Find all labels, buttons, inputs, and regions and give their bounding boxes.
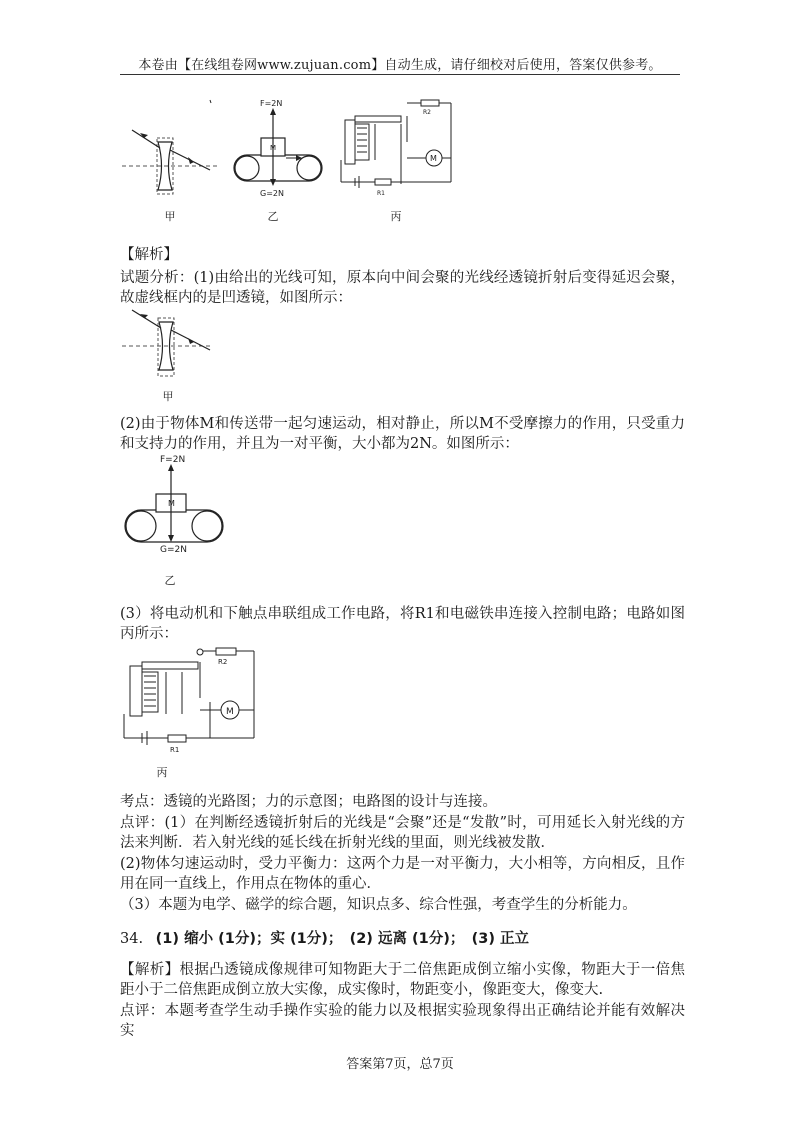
- page-header: 本卷由【在线组卷网www.zujuan.com】自动生成，请仔细校对后使用，答案仅供参考。: [138, 58, 662, 73]
- analysis-1: 试题分析：(1)由给出的光线可知，原本向中间会聚的光线经透镜折射后变得延迟会聚，故虚线框内的是凹透镜，如图所示：: [120, 270, 685, 306]
- analysis-2: (2)由于物体M和传送带一起匀速运动，相对静止，所以M不受摩擦力的作用，只受重力和支持力的作用，并且为一对平衡，大小都为2N。如图所示：: [120, 416, 685, 452]
- fig3-r2-label: R2: [218, 658, 228, 666]
- analysis-3: (3）将电动机和下触点串联组成工作电路，将R1和电磁铁串连接入控制电路；电路如图丙所示：: [120, 606, 685, 642]
- fig3-motor-label: M: [226, 707, 234, 717]
- top-figure-bing: [335, 94, 465, 204]
- yi-block-label: M: [270, 144, 277, 152]
- yi-force-up: F=2N: [260, 99, 283, 108]
- yi-force-down: G=2N: [260, 189, 284, 198]
- dianping-34: 点评：本题考查学生动手操作实验的能力以及根据实验现象得出正确结论并能有效解决实: [120, 1003, 685, 1039]
- header-rule: [120, 74, 680, 75]
- fig2-force-down: G=2N: [160, 545, 187, 555]
- figure-1-caption: 甲: [162, 390, 174, 403]
- dianping-1: 点评：(1）在判断经透镜折射后的光线是“会聚”还是“发散”时，可用延长入射光线的方法来判断．若入射光线的延长线在折射光线的里面，则光线被发散．: [120, 815, 685, 851]
- question-34-answer: [120, 929, 685, 949]
- page-footer: 答案第7页，总7页: [346, 1057, 454, 1072]
- kaodian: 考点：透镜的光路图；力的示意图；电路图的设计与连接。: [120, 794, 497, 810]
- top-figure-yi: [228, 98, 328, 218]
- caption-jia: 甲: [164, 210, 176, 223]
- bing-motor-label: M: [430, 154, 437, 163]
- question-34-number: 34.: [120, 931, 144, 947]
- figure-3-circuit: [120, 642, 265, 754]
- figure-1-concave-lens: [120, 304, 215, 384]
- figure-2-caption: 乙: [164, 574, 176, 587]
- question-34-answer-text: (1) 缩小 (1分)；实 (1分)； (2) 远离 (1分)； (3) 正立: [155, 931, 530, 947]
- fig2-force-up: F=2N: [160, 455, 186, 465]
- figure-2-conveyor: [120, 452, 230, 562]
- bing-r1-label: R1: [377, 190, 385, 197]
- dianping-3: （3）本题为电学、磁学的综合题，知识点多、综合性强，考查学生的分析能力。: [120, 897, 637, 913]
- jiexi-heading: 【解析】: [120, 247, 178, 263]
- fig3-r1-label: R1: [170, 746, 180, 754]
- caption-bing: 丙: [390, 210, 402, 223]
- caption-yi: 乙: [267, 210, 279, 223]
- fig2-block-label: M: [168, 499, 175, 508]
- top-figure-jia: [120, 98, 220, 218]
- figure-3-caption: 丙: [156, 766, 168, 779]
- analysis-34: 【解析】根据凸透镜成像规律可知物距大于二倍焦距成倒立缩小实像，物距大于一倍焦距小于二倍焦距成倒立放大实像，成实像时，物距变小，像距变大，像变大.: [120, 962, 685, 998]
- bing-r2-label: R2: [423, 109, 431, 116]
- dianping-2: (2)物体匀速运动时，受力平衡力：这两个力是一对平衡力，大小相等，方向相反，且作用在同一直线上，作用点在物体的重心．: [120, 856, 685, 892]
